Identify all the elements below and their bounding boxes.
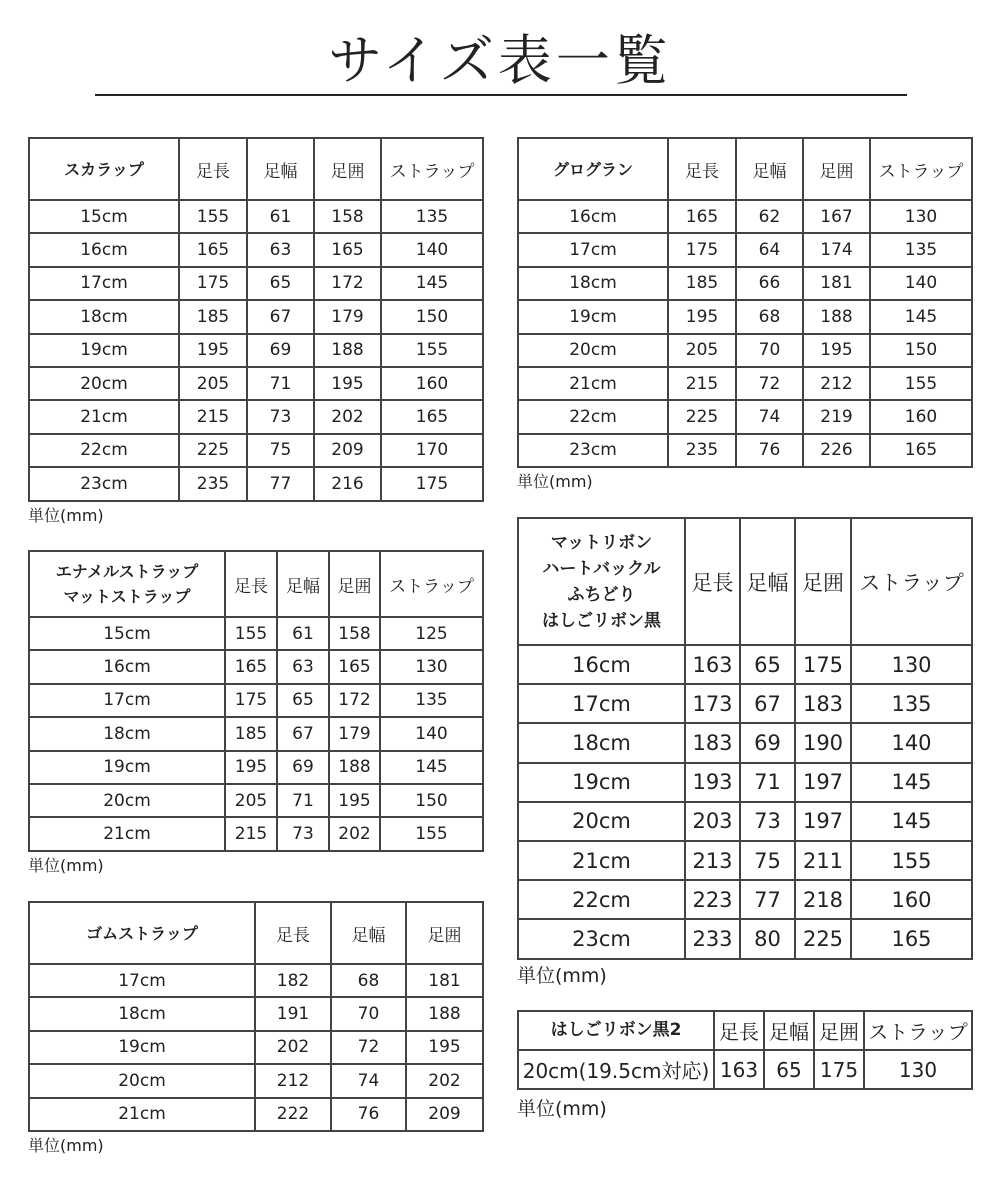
- column-header: 足長: [255, 902, 331, 964]
- measurement-cell: 213: [685, 841, 740, 880]
- table-row: [29, 267, 483, 300]
- measurement-cell: 174: [803, 233, 870, 266]
- measurement-cell: 205: [179, 367, 247, 400]
- header-row: [518, 138, 972, 200]
- measurement-cell: 195: [314, 367, 381, 400]
- size-cell: 18cm: [29, 717, 225, 750]
- table-row: [518, 802, 972, 841]
- size-table-matt-ribbon: [517, 517, 973, 960]
- measurement-cell: 202: [314, 400, 381, 433]
- measurement-cell: 76: [331, 1098, 406, 1131]
- measurement-cell: 226: [803, 434, 870, 467]
- size-cell: 16cm: [518, 645, 685, 684]
- measurement-cell: 165: [870, 434, 972, 467]
- measurement-cell: 158: [329, 617, 380, 650]
- size-cell: 19cm: [29, 751, 225, 784]
- measurement-cell: 75: [247, 434, 314, 467]
- table-row: [29, 650, 483, 683]
- measurement-cell: 188: [803, 300, 870, 333]
- measurement-cell: 135: [851, 684, 972, 723]
- measurement-cell: 165: [329, 650, 380, 683]
- measurement-cell: 135: [380, 684, 483, 717]
- measurement-cell: 183: [685, 723, 740, 762]
- size-table-gum-strap: [28, 901, 484, 1132]
- column-header: 足囲: [795, 518, 851, 645]
- size-cell: 21cm: [29, 400, 179, 433]
- measurement-cell: 170: [381, 434, 483, 467]
- column-header: 足幅: [247, 138, 314, 200]
- measurement-cell: 125: [380, 617, 483, 650]
- measurement-cell: 188: [329, 751, 380, 784]
- measurement-cell: 185: [225, 717, 277, 750]
- column-header: 足長: [225, 551, 277, 617]
- column-header: 足幅: [277, 551, 329, 617]
- measurement-cell: 191: [255, 997, 331, 1030]
- measurement-cell: 66: [736, 267, 803, 300]
- table-row: [518, 267, 972, 300]
- measurement-cell: 77: [247, 467, 314, 500]
- measurement-cell: 197: [795, 763, 851, 802]
- column-header: 足幅: [736, 138, 803, 200]
- measurement-cell: 190: [795, 723, 851, 762]
- measurement-cell: 195: [225, 751, 277, 784]
- unit-label-gum-strap: 単位(mm): [28, 1136, 104, 1155]
- measurement-cell: 71: [247, 367, 314, 400]
- table-row: [518, 645, 972, 684]
- measurement-cell: 70: [736, 334, 803, 367]
- size-cell: 20cm: [518, 802, 685, 841]
- measurement-cell: 165: [179, 233, 247, 266]
- product-name-header: エナメルストラップ マットストラップ: [29, 551, 225, 617]
- measurement-cell: 155: [381, 334, 483, 367]
- size-cell: 19cm: [29, 1031, 255, 1064]
- measurement-cell: 67: [247, 300, 314, 333]
- size-cell: 19cm: [518, 300, 668, 333]
- measurement-cell: 74: [736, 400, 803, 433]
- measurement-cell: 202: [329, 817, 380, 850]
- measurement-cell: 65: [740, 645, 795, 684]
- size-cell: 21cm: [29, 1098, 255, 1131]
- unit-label-enamel-strap: 単位(mm): [28, 856, 104, 875]
- measurement-cell: 205: [225, 784, 277, 817]
- measurement-cell: 225: [795, 919, 851, 958]
- measurement-cell: 72: [736, 367, 803, 400]
- measurement-cell: 135: [870, 233, 972, 266]
- measurement-cell: 160: [870, 400, 972, 433]
- header-row: [29, 138, 483, 200]
- size-cell: 16cm: [29, 650, 225, 683]
- table-row: [29, 964, 483, 997]
- measurement-cell: 197: [795, 802, 851, 841]
- measurement-cell: 130: [851, 645, 972, 684]
- measurement-cell: 165: [225, 650, 277, 683]
- table-row: [29, 233, 483, 266]
- measurement-cell: 165: [314, 233, 381, 266]
- measurement-cell: 70: [331, 997, 406, 1030]
- column-header: 足囲: [803, 138, 870, 200]
- size-cell: 15cm: [29, 617, 225, 650]
- measurement-cell: 165: [668, 200, 736, 233]
- measurement-cell: 215: [179, 400, 247, 433]
- column-header: 足囲: [406, 902, 483, 964]
- title-divider: [95, 94, 907, 96]
- size-cell: 20cm: [518, 334, 668, 367]
- measurement-cell: 195: [668, 300, 736, 333]
- measurement-cell: 175: [179, 267, 247, 300]
- column-header: 足幅: [331, 902, 406, 964]
- column-header: ストラップ: [851, 518, 972, 645]
- measurement-cell: 205: [668, 334, 736, 367]
- measurement-cell: 202: [406, 1064, 483, 1097]
- column-header: 足幅: [740, 518, 795, 645]
- measurement-cell: 209: [314, 434, 381, 467]
- table-row: [518, 200, 972, 233]
- measurement-cell: 216: [314, 467, 381, 500]
- size-cell: 18cm: [518, 723, 685, 762]
- measurement-cell: 155: [179, 200, 247, 233]
- size-table-hashigo-ribbon-2: [517, 1010, 973, 1090]
- measurement-cell: 80: [740, 919, 795, 958]
- size-cell: 20cm: [29, 1064, 255, 1097]
- table-row: [29, 200, 483, 233]
- measurement-cell: 203: [685, 802, 740, 841]
- measurement-cell: 172: [314, 267, 381, 300]
- measurement-cell: 195: [406, 1031, 483, 1064]
- measurement-cell: 145: [380, 751, 483, 784]
- measurement-cell: 69: [740, 723, 795, 762]
- measurement-cell: 71: [740, 763, 795, 802]
- table-row: [29, 334, 483, 367]
- measurement-cell: 179: [329, 717, 380, 750]
- table-row: [29, 997, 483, 1030]
- table-row: [29, 1098, 483, 1131]
- table-row: [518, 919, 972, 958]
- table-row: [518, 334, 972, 367]
- size-cell: 21cm: [518, 367, 668, 400]
- measurement-cell: 150: [381, 300, 483, 333]
- measurement-cell: 179: [314, 300, 381, 333]
- measurement-cell: 65: [277, 684, 329, 717]
- measurement-cell: 160: [851, 880, 972, 919]
- measurement-cell: 225: [179, 434, 247, 467]
- measurement-cell: 145: [851, 763, 972, 802]
- product-name-header: マットリボン ハートバックル ふちどり はしごリボン黒: [518, 518, 685, 645]
- product-name-header: はしごリボン黒2: [518, 1011, 714, 1050]
- column-header: 足長: [714, 1011, 764, 1050]
- measurement-cell: 209: [406, 1098, 483, 1131]
- measurement-cell: 155: [851, 841, 972, 880]
- table-row: [518, 841, 972, 880]
- measurement-cell: 181: [406, 964, 483, 997]
- measurement-cell: 64: [736, 233, 803, 266]
- size-cell: 20cm: [29, 784, 225, 817]
- column-header: 足長: [668, 138, 736, 200]
- size-cell: 17cm: [29, 964, 255, 997]
- size-cell: 23cm: [29, 467, 179, 500]
- measurement-cell: 67: [277, 717, 329, 750]
- measurement-cell: 167: [803, 200, 870, 233]
- table-row: [29, 400, 483, 433]
- measurement-cell: 233: [685, 919, 740, 958]
- table-row: [518, 684, 972, 723]
- column-header: 足囲: [314, 138, 381, 200]
- table-row: [518, 1050, 972, 1089]
- unit-label-scallop: 単位(mm): [28, 506, 104, 525]
- measurement-cell: 74: [331, 1064, 406, 1097]
- table-row: [518, 367, 972, 400]
- measurement-cell: 172: [329, 684, 380, 717]
- measurement-cell: 219: [803, 400, 870, 433]
- measurement-cell: 185: [668, 267, 736, 300]
- measurement-cell: 215: [225, 817, 277, 850]
- measurement-cell: 69: [247, 334, 314, 367]
- size-cell: 16cm: [29, 233, 179, 266]
- table-row: [518, 880, 972, 919]
- measurement-cell: 65: [764, 1050, 814, 1089]
- measurement-cell: 72: [331, 1031, 406, 1064]
- measurement-cell: 175: [668, 233, 736, 266]
- measurement-cell: 195: [329, 784, 380, 817]
- measurement-cell: 182: [255, 964, 331, 997]
- measurement-cell: 195: [179, 334, 247, 367]
- column-header: ストラップ: [870, 138, 972, 200]
- measurement-cell: 163: [685, 645, 740, 684]
- product-name-header: グログラン: [518, 138, 668, 200]
- size-cell: 18cm: [518, 267, 668, 300]
- size-cell: 17cm: [518, 233, 668, 266]
- table-row: [29, 1064, 483, 1097]
- measurement-cell: 175: [814, 1050, 864, 1089]
- column-header: 足囲: [329, 551, 380, 617]
- unit-label-hashigo-ribbon-2: 単位(mm): [517, 1098, 607, 1120]
- header-row: [518, 1011, 972, 1050]
- size-table-enamel-strap: [28, 550, 484, 852]
- size-cell: 22cm: [29, 434, 179, 467]
- measurement-cell: 188: [314, 334, 381, 367]
- size-cell: 23cm: [518, 919, 685, 958]
- table-row: [29, 300, 483, 333]
- column-header: 足長: [179, 138, 247, 200]
- measurement-cell: 155: [870, 367, 972, 400]
- measurement-cell: 75: [740, 841, 795, 880]
- table-row: [29, 617, 483, 650]
- column-header: 足長: [685, 518, 740, 645]
- measurement-cell: 145: [851, 802, 972, 841]
- table-row: [29, 434, 483, 467]
- size-cell: 22cm: [518, 400, 668, 433]
- table-row: [29, 751, 483, 784]
- measurement-cell: 163: [714, 1050, 764, 1089]
- measurement-cell: 202: [255, 1031, 331, 1064]
- measurement-cell: 235: [668, 434, 736, 467]
- measurement-cell: 155: [225, 617, 277, 650]
- table-row: [29, 367, 483, 400]
- table-row: [29, 717, 483, 750]
- measurement-cell: 73: [277, 817, 329, 850]
- header-row: [29, 551, 483, 617]
- table-row: [518, 400, 972, 433]
- measurement-cell: 155: [380, 817, 483, 850]
- measurement-cell: 140: [870, 267, 972, 300]
- measurement-cell: 235: [179, 467, 247, 500]
- measurement-cell: 215: [668, 367, 736, 400]
- size-cell: 15cm: [29, 200, 179, 233]
- measurement-cell: 165: [851, 919, 972, 958]
- product-name-header: ゴムストラップ: [29, 902, 255, 964]
- table-row: [518, 763, 972, 802]
- size-table-scallop: [28, 137, 484, 502]
- page-title: サイズ表一覧: [328, 29, 672, 92]
- measurement-cell: 195: [803, 334, 870, 367]
- size-cell: 23cm: [518, 434, 668, 467]
- measurement-cell: 61: [247, 200, 314, 233]
- table-row: [518, 233, 972, 266]
- measurement-cell: 193: [685, 763, 740, 802]
- measurement-cell: 225: [668, 400, 736, 433]
- measurement-cell: 160: [381, 367, 483, 400]
- table-row: [29, 817, 483, 850]
- measurement-cell: 140: [380, 717, 483, 750]
- measurement-cell: 77: [740, 880, 795, 919]
- measurement-cell: 71: [277, 784, 329, 817]
- measurement-cell: 223: [685, 880, 740, 919]
- measurement-cell: 130: [380, 650, 483, 683]
- measurement-cell: 165: [381, 400, 483, 433]
- measurement-cell: 150: [870, 334, 972, 367]
- measurement-cell: 63: [277, 650, 329, 683]
- column-header: ストラップ: [381, 138, 483, 200]
- measurement-cell: 145: [870, 300, 972, 333]
- measurement-cell: 76: [736, 434, 803, 467]
- size-cell: 17cm: [29, 267, 179, 300]
- measurement-cell: 212: [255, 1064, 331, 1097]
- measurement-cell: 67: [740, 684, 795, 723]
- size-cell: 20cm(19.5cm対応): [518, 1050, 714, 1089]
- unit-label-grosgrain: 単位(mm): [517, 472, 593, 491]
- measurement-cell: 183: [795, 684, 851, 723]
- measurement-cell: 130: [870, 200, 972, 233]
- measurement-cell: 73: [247, 400, 314, 433]
- measurement-cell: 218: [795, 880, 851, 919]
- size-cell: 16cm: [518, 200, 668, 233]
- measurement-cell: 150: [380, 784, 483, 817]
- measurement-cell: 175: [225, 684, 277, 717]
- measurement-cell: 175: [381, 467, 483, 500]
- measurement-cell: 62: [736, 200, 803, 233]
- measurement-cell: 145: [381, 267, 483, 300]
- measurement-cell: 175: [795, 645, 851, 684]
- header-row: [29, 902, 483, 964]
- measurement-cell: 212: [803, 367, 870, 400]
- measurement-cell: 68: [331, 964, 406, 997]
- measurement-cell: 68: [736, 300, 803, 333]
- size-cell: 21cm: [29, 817, 225, 850]
- measurement-cell: 211: [795, 841, 851, 880]
- header-row: [518, 518, 972, 645]
- measurement-cell: 140: [381, 233, 483, 266]
- table-row: [518, 434, 972, 467]
- size-cell: 22cm: [518, 880, 685, 919]
- table-row: [29, 1031, 483, 1064]
- measurement-cell: 140: [851, 723, 972, 762]
- measurement-cell: 63: [247, 233, 314, 266]
- column-header: ストラップ: [864, 1011, 972, 1050]
- product-name-header: スカラップ: [29, 138, 179, 200]
- measurement-cell: 135: [381, 200, 483, 233]
- size-cell: 21cm: [518, 841, 685, 880]
- measurement-cell: 130: [864, 1050, 972, 1089]
- size-cell: 18cm: [29, 300, 179, 333]
- size-table-grosgrain: [517, 137, 973, 468]
- measurement-cell: 158: [314, 200, 381, 233]
- size-cell: 17cm: [518, 684, 685, 723]
- table-row: [518, 300, 972, 333]
- measurement-cell: 222: [255, 1098, 331, 1131]
- measurement-cell: 185: [179, 300, 247, 333]
- size-cell: 19cm: [518, 763, 685, 802]
- measurement-cell: 61: [277, 617, 329, 650]
- unit-label-matt-ribbon: 単位(mm): [517, 965, 607, 987]
- table-row: [29, 684, 483, 717]
- column-header: 足囲: [814, 1011, 864, 1050]
- size-cell: 19cm: [29, 334, 179, 367]
- column-header: ストラップ: [380, 551, 483, 617]
- measurement-cell: 65: [247, 267, 314, 300]
- measurement-cell: 73: [740, 802, 795, 841]
- table-row: [518, 723, 972, 762]
- column-header: 足幅: [764, 1011, 814, 1050]
- measurement-cell: 181: [803, 267, 870, 300]
- table-row: [29, 784, 483, 817]
- size-cell: 18cm: [29, 997, 255, 1030]
- measurement-cell: 173: [685, 684, 740, 723]
- measurement-cell: 69: [277, 751, 329, 784]
- size-cell: 20cm: [29, 367, 179, 400]
- size-cell: 17cm: [29, 684, 225, 717]
- measurement-cell: 188: [406, 997, 483, 1030]
- table-row: [29, 467, 483, 500]
